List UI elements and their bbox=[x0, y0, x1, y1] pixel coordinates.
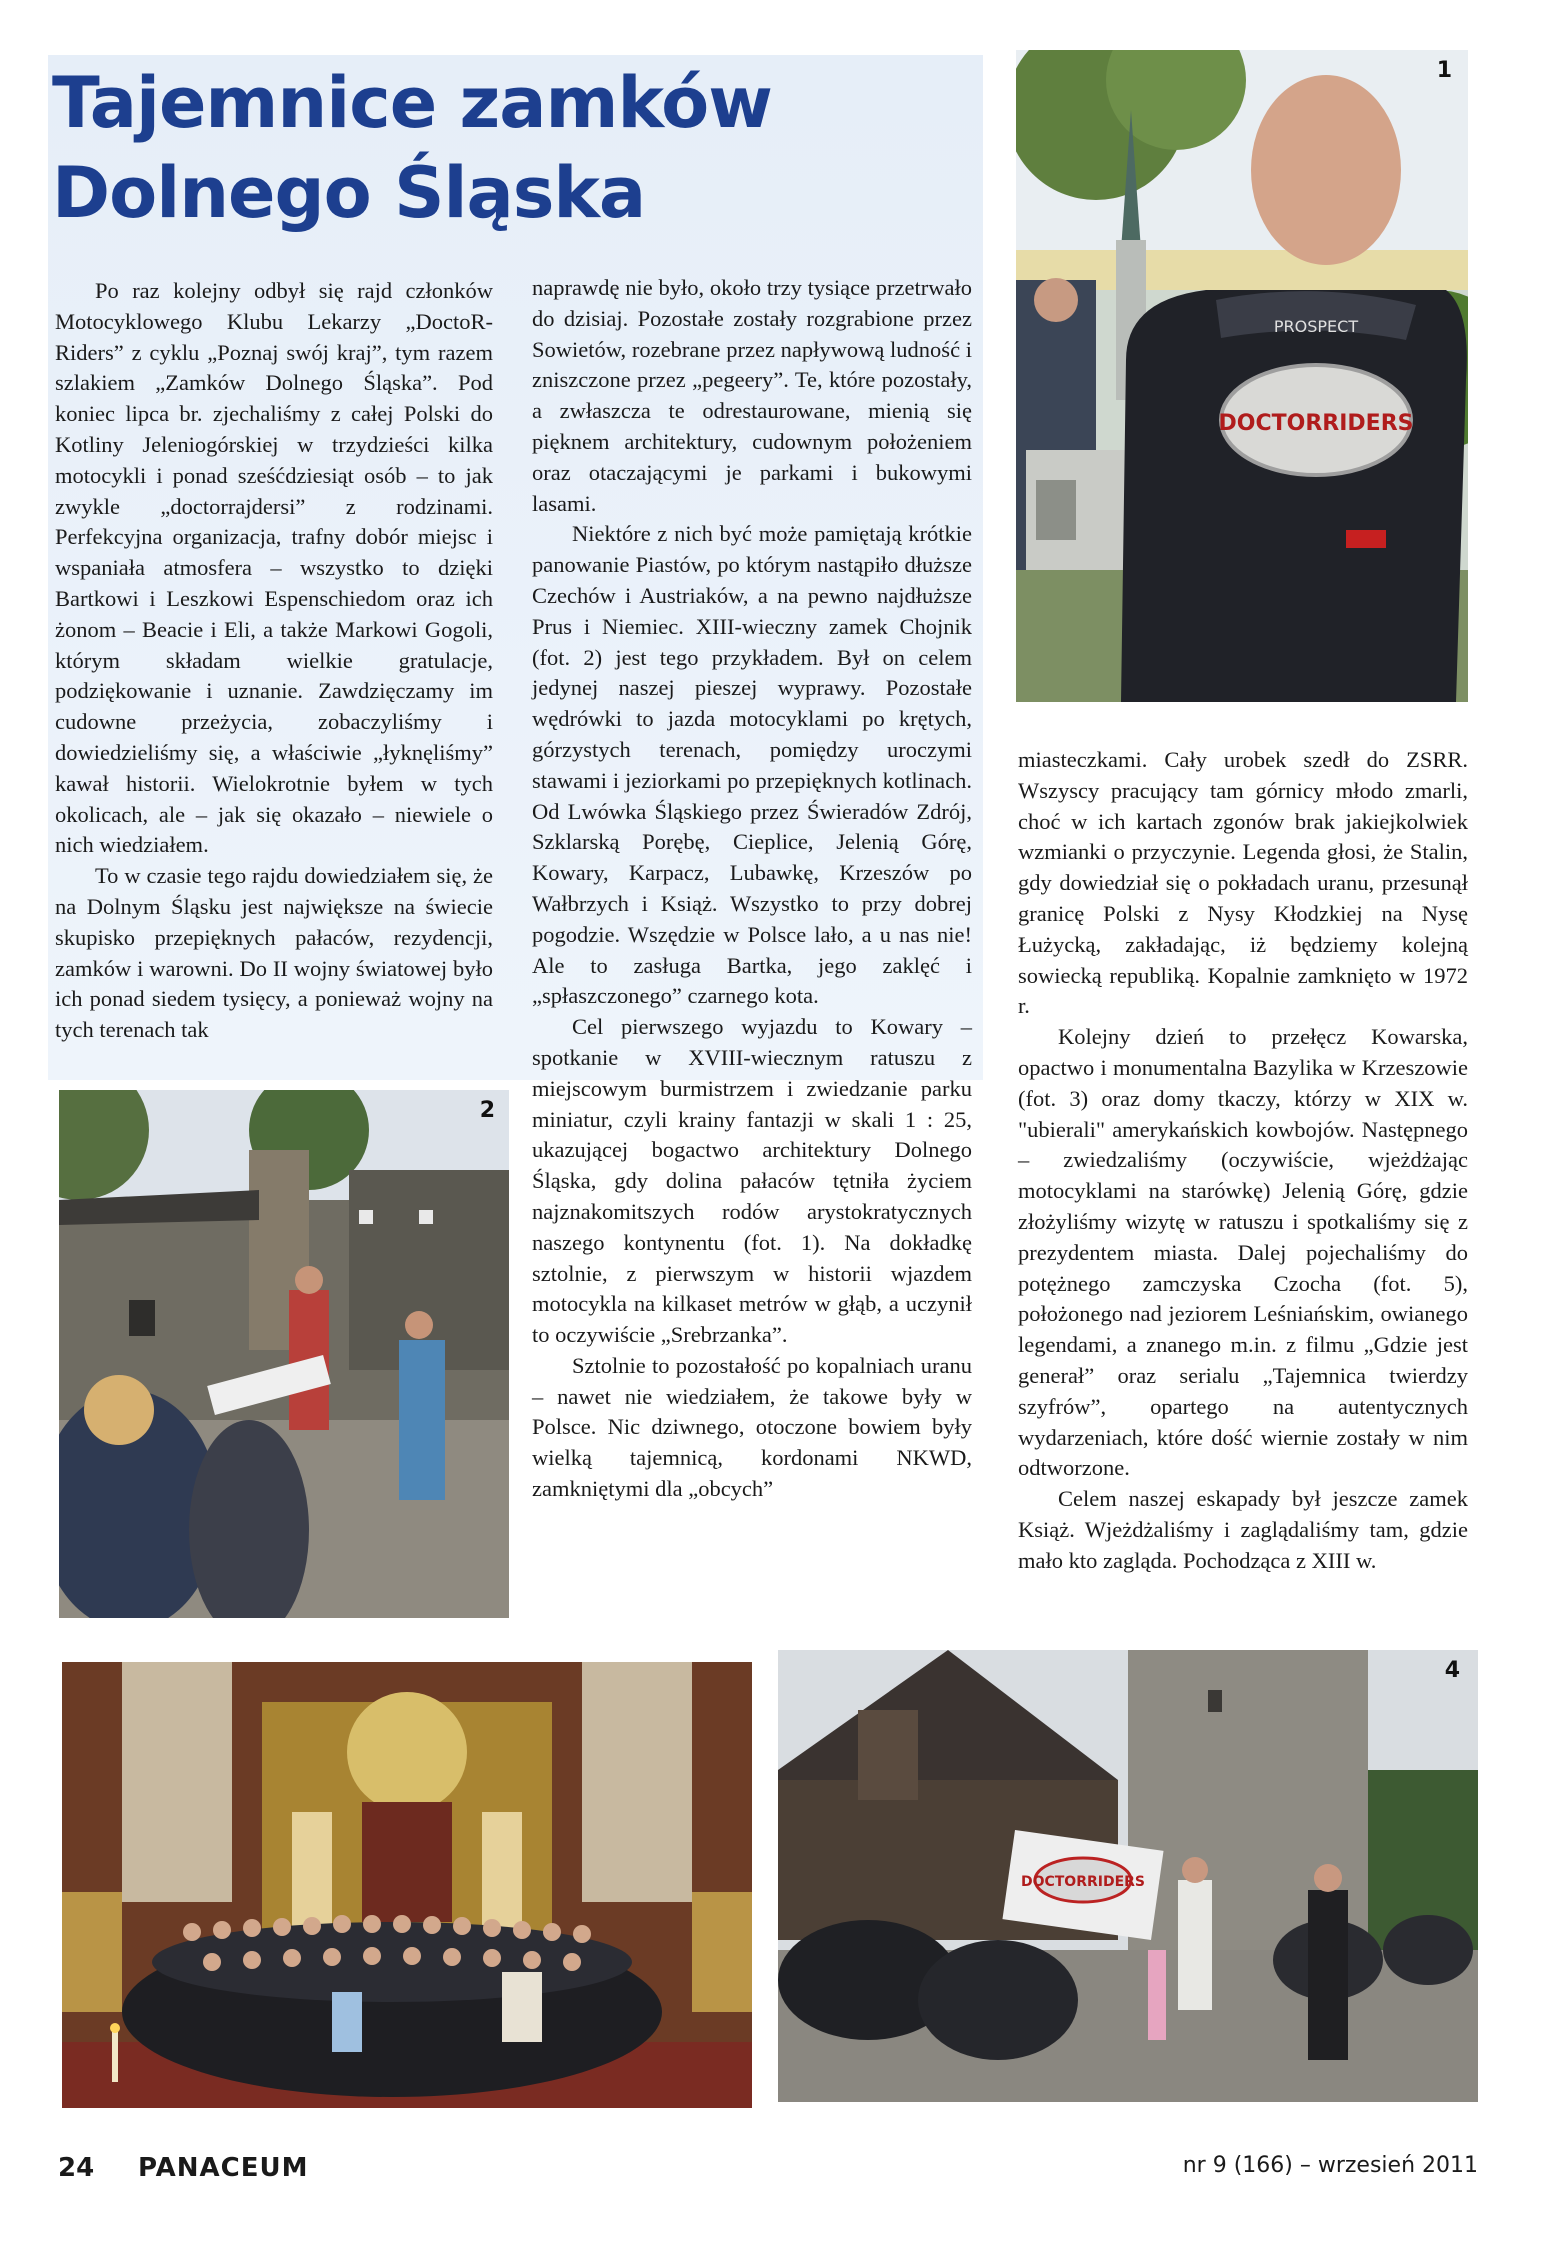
paragraph: Po raz kolejny odbył się rajd członków Motocyklowego Klubu Lekarzy „DoctoR-Riders” z cyklu „Poznaj swój kraj”, tym razem szlakiem „Zamków Dolnego Śląska”. Pod koniec lipca br. zjechaliśmy z całej Polski do Kotliny Jeleniogórskiej w trzydzieści kilka motocykli i ponad sześćdziesiąt osób – to jak zwykle „doctorrajdersi” z rodzinami. Perfekcyjna organizacja, trafny dobór miejsc i wspaniała atmosfera – wszystko to dzięki Bartkowi i Leszkowi Espenschiedom oraz ich żonom – Beacie i Eli, a także Markowi Gogoli, którym składam wielkie gratulacje, podziękowanie i uznanie. Zawdzięczamy im cudowne przeżycia, zobaczyliśmy i dowiedzieliśmy się, a właściwie „łyknęliśmy” kawał historii. Wielokrotnie byłem w tych okolicach, ale – jak się okazało – niewiele o nich wiedziałem. bbox=[55, 278, 493, 858]
paragraph: miasteczkami. Cały urobek szedł do ZSRR. Wszyscy pracujący tam górnicy młodo zmarli, choć w ich kartach zgonów brak jakiejkolwiek wzmianki o przyczynie. Legenda głosi, że Stalin, gdy dowiedział się o pokładach uranu, przesunął granicę Polski z Nysy Kłodzkiej na Nysę Łużycką, zakładając, iż będziemy kolejną sowiecką republiką. Kopalnie zamknięto w 1972 r. bbox=[1018, 747, 1468, 1019]
flag-logo-text: DOCTORRIDERS bbox=[1020, 1874, 1146, 1890]
photo-4-number: 4 bbox=[1444, 1658, 1460, 1683]
publication-name: PANACEUM bbox=[138, 2153, 309, 2183]
photo-2-image bbox=[59, 1090, 509, 1618]
issue-info: nr 9 (166) – wrzesień 2011 bbox=[1182, 2153, 1478, 2178]
photo-3-image bbox=[62, 1662, 752, 2108]
article-title-line-1: Tajemnice zamków bbox=[52, 62, 772, 144]
paragraph: Celem naszej eskapady był jeszcze zamek Książ. Wjeżdżaliśmy i zaglądaliśmy tam, gdzie mało kto zagląda. Pochodząca z XIII w. bbox=[1018, 1486, 1468, 1573]
paragraph: Cel pierwszego wyjazdu to Kowary – spotkanie w XVIII-wiecznym ratuszu z miejscowym burmistrzem i zwiedzanie parku miniatur, czyli krainy fantazji w skali 1 : 25, ukazującej bogactwo architektury Dolnego Śląska, gdy dolina pałaców tętniła życiem najznakomitszych rodów arystokratycznych naszego kontynentu (fot. 1). Na dokładkę sztolnie, z pierwszym w historii wjazdem motocykla na kilkaset metrów w głąb, a uczynił to oczywiście „Srebrzanka”. bbox=[532, 1014, 972, 1348]
photo-3-basilica-group bbox=[62, 1662, 752, 2108]
vest-logo-text: DOCTORRIDERS bbox=[1218, 411, 1414, 436]
photo-1-number: 1 bbox=[1436, 58, 1452, 83]
text-column-3 bbox=[1018, 745, 1468, 1577]
photo-1-miniature-park bbox=[1016, 50, 1468, 702]
paragraph: naprawdę nie było, około trzy tysiące przetrwało do dzisiaj. Pozostałe zostały rozgrabione przez Sowietów, rozebrane przez napływową ludność i zniszczone przez „pegeery”. Te, które pozostały, a zwłaszcza te odrestaurowane, mienią się pięknem architektury, cudownym położeniem oraz otaczającymi je parkami i bukowymi lasami. bbox=[532, 275, 972, 516]
photo-2-chojnik-castle bbox=[59, 1090, 509, 1618]
paragraph: Sztolnie to pozostałość po kopalniach uranu – nawet nie wiedziałem, że takowe były w Polsce. Nic dziwnego, otoczone bowiem były wielką tajemnicą, kordonami NKWD, zamkniętymi dla „obcych” bbox=[532, 1352, 972, 1502]
paragraph: To w czasie tego rajdu dowiedziałem się, że na Dolnym Śląsku jest największe na świecie skupisko przepięknych pałaców, rezydencji, zamków i warowni. Do II wojny światowej było ich ponad siedem tysięcy, a ponieważ wojny na tych terenach tak bbox=[55, 863, 493, 1043]
vest-top-text: PROSPECT bbox=[1273, 317, 1359, 336]
page-number: 24 bbox=[58, 2153, 95, 2183]
paragraph: Kolejny dzień to przełęcz Kowarska, opactwo i monumentalna Bazylika w Krzeszowie (fot. 3) oraz domy tkaczy, którzy w XIX w. "ubierali" amerykańskich kowbojów. Następnego – zwiedzaliśmy (oczywiście, wjeżdżając motocyklami na starówkę) Jelenią Górę, gdzie złożyliśmy wizytę w ratuszu i spotkaliśmy się z prezydentem miasta. Dalej pojechaliśmy do potężnego zamczyska Czocha (fot. 5), położonego nad jeziorem Leśniańskim, owianego legendami, a znanego m.in. z filmu „Gdzie jest generał” oraz serialu „Tajemnica twierdzy szyfrów”, opartego na autentycznych wydarzeniach, które dość wiernie zostały w nim odtworzone. bbox=[1018, 1024, 1468, 1481]
article-title-line-2: Dolnego Śląska bbox=[52, 152, 646, 234]
photo-2-number: 2 bbox=[479, 1098, 495, 1123]
photo-1-image bbox=[1016, 50, 1468, 702]
text-column-1 bbox=[55, 276, 493, 1046]
article-title bbox=[52, 58, 952, 238]
text-column-2 bbox=[532, 273, 972, 1505]
photo-4-image bbox=[778, 1650, 1478, 2102]
photo-4-church-motorcycles bbox=[778, 1650, 1478, 2102]
paragraph: Niektóre z nich być może pamiętają krótkie panowanie Piastów, po którym nastąpiło dłuższe Czechów i Austriaków, a na pewno najdłuższe Prus i Niemiec. XIII-wieczny zamek Chojnik (fot. 2) jest tego przykładem. Był on celem jedynej naszej pieszej wyprawy. Pozostałe wędrówki to jazda motocyklami po krętych, górzystych terenach, pomiędzy uroczymi stawami i jeziorkami po przepięknych kotlinach. Od Lwówka Śląskiego przez Świeradów Zdrój, Szklarską Porębę, Cieplice, Jelenią Górę, Kowary, Karpacz, Lubawkę, Krzeszów po Wałbrzych i Książ. Wszystko to przy dobrej pogodzie. Wszędzie w Polsce lało, a u nas nie! Ale to zasługa Bartka, jego zaklęć i „spłaszczonego” czarnego kota. bbox=[532, 521, 972, 1009]
